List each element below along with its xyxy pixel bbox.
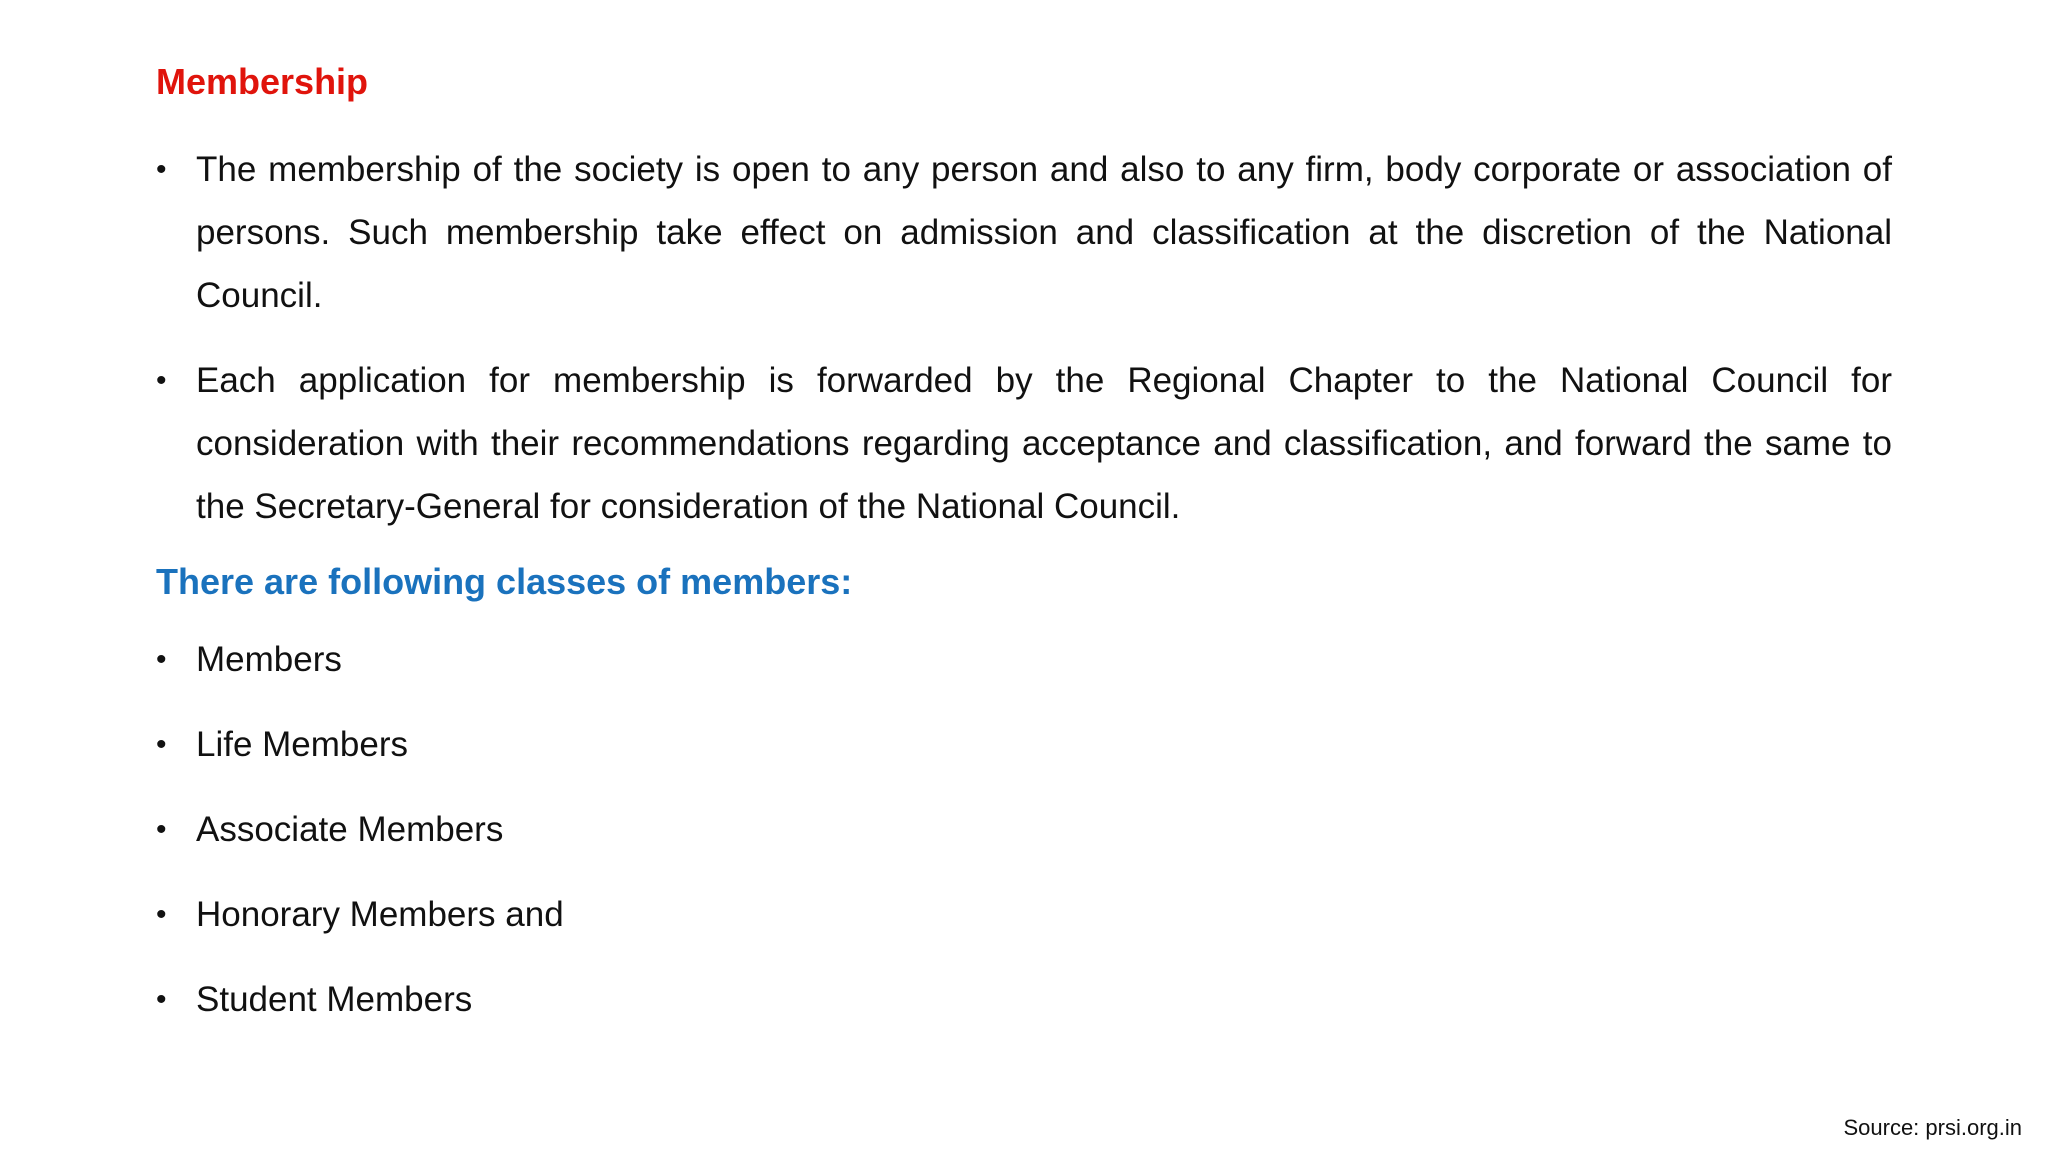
member-class-label: Members: [196, 640, 342, 679]
bullet-icon: •: [156, 728, 167, 761]
bullet-icon: •: [156, 983, 167, 1016]
bullet-icon: •: [156, 364, 167, 397]
member-classes-list: [156, 628, 1892, 1031]
list-item: [156, 349, 1892, 538]
member-class-label: Associate Members: [196, 810, 504, 849]
bullet-icon: •: [156, 153, 167, 186]
bullet-icon: •: [156, 813, 167, 846]
member-class-label: Life Members: [196, 725, 409, 764]
list-item: [156, 713, 1892, 776]
list-item: [156, 628, 1892, 691]
list-item: [156, 138, 1892, 327]
member-class-label: Honorary Members and: [196, 895, 564, 934]
bullet-icon: •: [156, 898, 167, 931]
list-item: [156, 968, 1892, 1031]
slide-content: [156, 60, 1892, 1053]
source-credit: Source: prsi.org.in: [1843, 1115, 2022, 1140]
bullet-text: Each application for membership is forwarded by the Regional Chapter to the National Council for consideration with their recommendations regarding acceptance and classification, and forward the same to the Secretary-General for consideration of the National Council.: [196, 361, 1892, 526]
list-item: [156, 798, 1892, 861]
membership-bullet-list: [156, 138, 1892, 538]
bullet-text: The membership of the society is open to any person and also to any firm, body corporate or association of persons. Such membership take effect on admission and classification at the discretion of the National Council.: [196, 150, 1892, 315]
classes-heading: There are following classes of members:: [156, 561, 853, 602]
list-item: [156, 883, 1892, 946]
slide-title: Membership: [156, 61, 369, 102]
member-class-label: Student Members: [196, 980, 473, 1019]
bullet-icon: •: [156, 643, 167, 676]
